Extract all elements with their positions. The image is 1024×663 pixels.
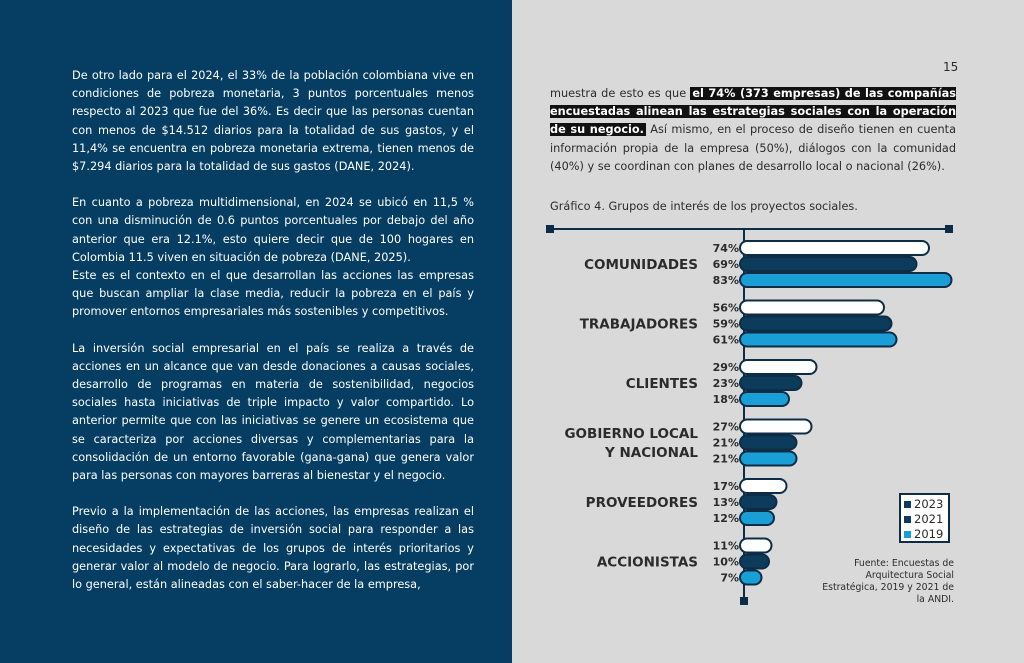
value-label-2023-3: 27%	[712, 420, 739, 434]
right-page	[512, 0, 1024, 663]
bar-2023-2	[740, 360, 817, 374]
legend-swatch-2021	[904, 516, 911, 523]
highlighted-statement: el 74% (373 empresas) de las compañías encuestadas alinean las estrategias sociales con la operación de su negocio.	[550, 87, 956, 137]
paragraph-poverty-multidimensional: En cuanto a pobreza multidimensional, en 2024 se ubicó en 11,5 % con una disminución de 0.6 puntos porcentuales por debajo del año anterior que era 12.1%, esto quiere decir que de 100 hogares en Colombia 11.5 viven en situación de pobreza (DANE, 2025).	[72, 196, 474, 264]
text-after-highlight: Así mismo, en el proceso de diseño tienen en cuenta información propia de la empresa (50%), diálogos con la comunidad (40%) y se coordinan con planes de desarrollo local o nacional (26%).	[550, 123, 957, 173]
category-label-0: COMUNIDADES	[584, 257, 698, 273]
paragraph-strategy-design: Previo a la implementación de las acciones, las empresas realizan el diseño de las estrategias de inversión social para responder a las necesidades y expectativas de los grupos de interés prioritarios y generar valor al modelo de negocio. Para lograrlo, las estrategias, por lo general, están alineadas con el saber-hacer de la empresa,	[72, 505, 474, 592]
bar-2021-3	[740, 436, 797, 450]
value-label-2023-5: 11%	[712, 539, 739, 553]
value-label-2021-1: 59%	[712, 317, 739, 331]
value-label-2021-3: 21%	[712, 436, 739, 450]
bar-2021-1	[740, 317, 892, 331]
legend-item-2021	[904, 512, 945, 527]
bar-2023-3	[740, 420, 812, 434]
paragraph-context: Este es el contexto en el que desarrollan las acciones las empresas que buscan ampliar la clase media, reducir la pobreza en el país y promover entornos empresariales más sostenibles y competitivos.	[72, 269, 474, 319]
chart-y-axis-marker	[740, 597, 748, 605]
value-label-2021-0: 69%	[712, 258, 739, 271]
value-label-2023-0: 74%	[712, 242, 739, 255]
bar-2019-1	[740, 333, 897, 347]
category-label-1: TRABAJADORES	[579, 316, 698, 333]
source-note: Fuente: Encuestas de Arquitectura Social Estratégica, 2019 y 2021 de la ANDI.	[822, 558, 954, 605]
value-label-2021-5: 10%	[712, 555, 739, 569]
category-label-5: ACCIONISTAS	[596, 554, 698, 571]
value-label-2019-3: 21%	[712, 452, 739, 466]
bar-2021-5	[740, 555, 769, 569]
category-label-4: PROVEEDORES	[585, 495, 698, 511]
left-body-text	[72, 67, 474, 594]
value-label-2019-1: 61%	[712, 333, 739, 347]
value-label-2023-1: 56%	[712, 301, 739, 315]
value-label-2019-0: 83%	[712, 274, 739, 287]
bar-2023-1	[740, 301, 884, 315]
bar-2021-2	[740, 376, 802, 390]
chart-top-rule-marker-right	[945, 225, 953, 233]
bar-2019-3	[740, 452, 797, 466]
legend-item-2023	[904, 497, 945, 512]
legend-swatch-2023	[904, 501, 911, 508]
value-label-2019-5: 7%	[720, 571, 739, 585]
bar-2019-4	[740, 511, 774, 525]
legend-label-2019: 2019	[914, 527, 944, 541]
chart-caption: Gráfico 4. Grupos de interés de los proyectos sociales.	[550, 200, 858, 213]
bar-2023-5	[740, 539, 772, 553]
text-before-highlight: muestra de esto es que	[550, 87, 687, 100]
value-label-2021-4: 13%	[712, 496, 739, 509]
bar-2023-0	[740, 241, 929, 255]
value-label-2019-4: 12%	[712, 512, 739, 525]
value-label-2023-4: 17%	[712, 480, 739, 493]
legend-swatch-2019	[904, 531, 911, 538]
page-number: 15	[943, 60, 959, 74]
paragraph-social-investment: La inversión social empresarial en el país se realiza a través de acciones en un alcance que van desde donaciones a causas sociales, desarrollo de programas en materia de sostenibilidad, negocios sociales hasta iniciativas de triple impacto y valor compartido. Lo anterior permite que con las iniciativas se genere un ecosistema que se caracteriza por acciones diversas y complementarias para la consolidación de un entorno favorable (gana-gana) que genera valor para las personas con mayores barreras al bienestar y el negocio.	[72, 341, 474, 483]
bar-2021-4	[740, 495, 777, 509]
bar-2019-0	[740, 273, 952, 287]
value-label-2023-2: 29%	[712, 361, 739, 374]
category-label-3-0: GOBIERNO LOCAL	[564, 426, 698, 442]
chart-legend	[899, 493, 950, 543]
category-label-2: CLIENTES	[625, 376, 698, 392]
legend-label-2021: 2021	[914, 512, 944, 526]
legend-item-2019	[904, 527, 945, 542]
category-label-3-1: Y NACIONAL	[605, 445, 698, 461]
bar-2023-4	[740, 479, 787, 493]
bar-2019-2	[740, 392, 789, 406]
chart-top-rule-marker-left	[546, 225, 554, 233]
value-label-2021-2: 23%	[712, 377, 739, 390]
bar-2019-5	[740, 571, 762, 585]
legend-label-2023: 2023	[914, 497, 944, 511]
value-label-2019-2: 18%	[712, 393, 739, 406]
paragraph-poverty-monetary: De otro lado para el 2024, el 33% de la población colombiana vive en condiciones de pobreza monetaria, 3 puntos porcentuales menos respecto al 2023 que fue del 36%. Es decir que las personas cuentan con menos de $14.512 diarios para la totalidad de sus gastos, y el 11,4% se encuentra en pobreza monetaria extrema, tienen menos de $7.294 diarios para la totalidad de sus gastos (DANE, 2024).	[72, 69, 474, 174]
bar-2021-0	[740, 257, 917, 271]
